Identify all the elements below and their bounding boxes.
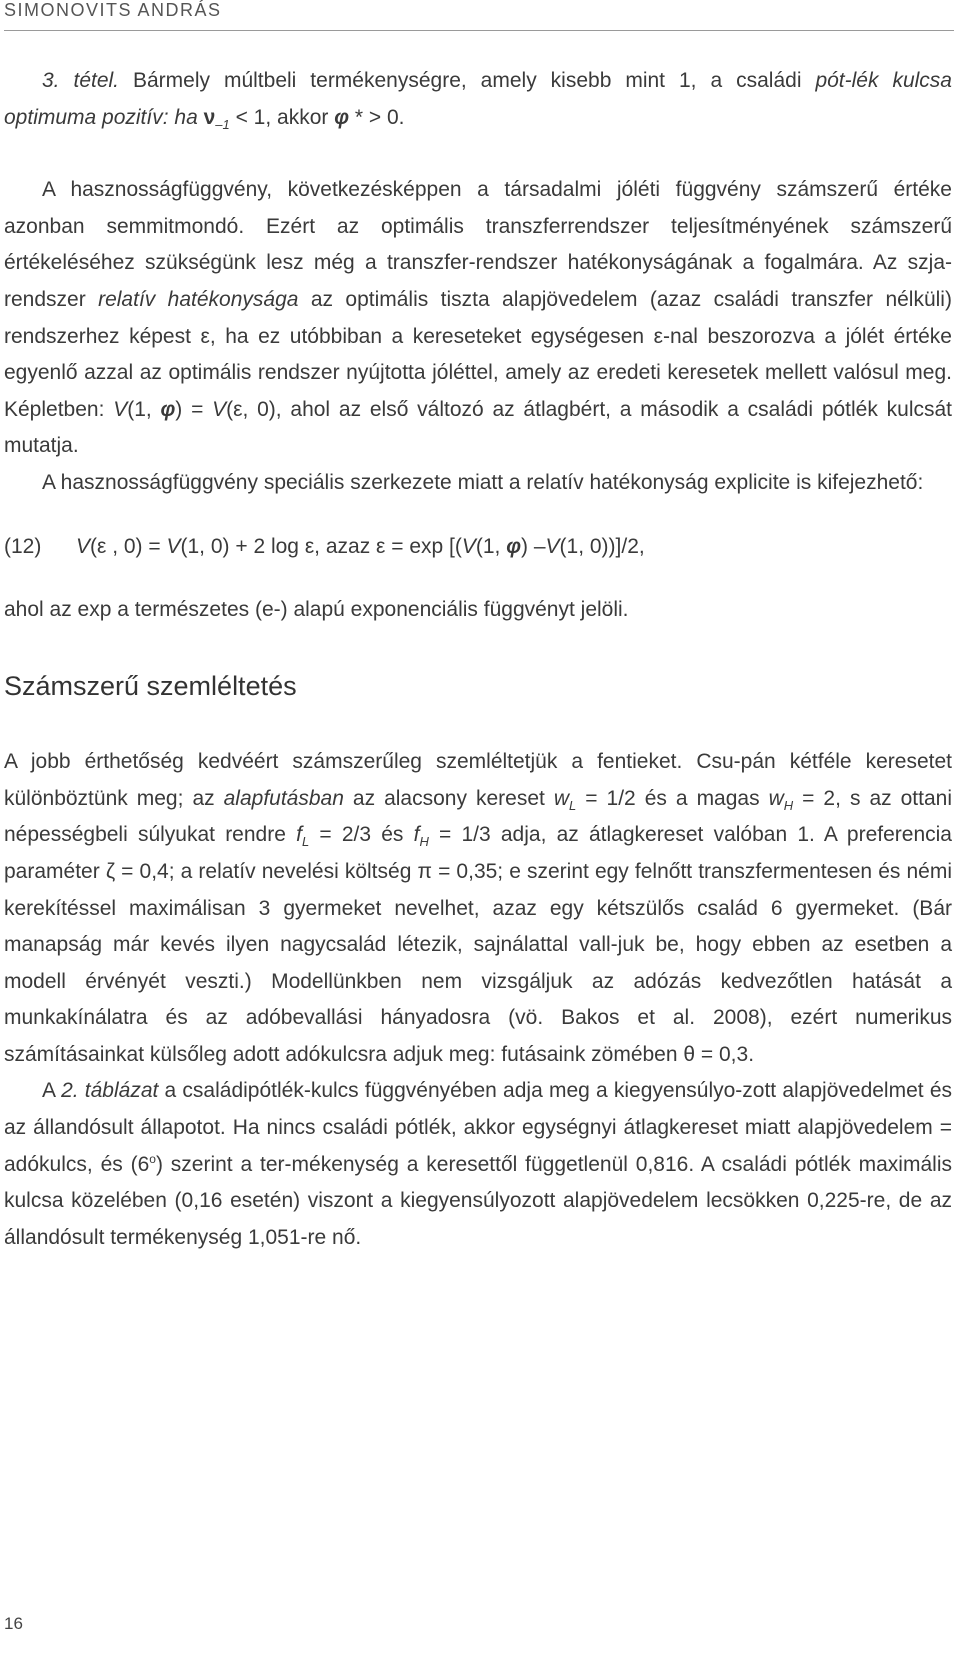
theorem-text: * > 0. <box>349 105 405 129</box>
text-run: = 2/3 és <box>309 823 414 847</box>
theta-symbol: θ <box>683 1042 696 1066</box>
page-body <box>4 63 952 1256</box>
subscript: H <box>419 834 429 850</box>
theorem-text: < 1, akkor <box>229 105 335 129</box>
paragraph-efficiency <box>4 172 952 465</box>
paragraph-exp-note: ahol az exp a természetes (e-) alapú exponenciális függvényt jelöli. <box>4 597 629 621</box>
equation-text: (ε , 0) = <box>90 534 167 558</box>
text-run: , ha ez utóbbiban a kereseteket egységesen <box>209 324 654 348</box>
nu-subscript: –1 <box>215 116 230 132</box>
text-run: a családipótlék-kulcs függvényében adja meg a kiegyensúlyo-zott alapjövedelmet és az állandósult állapotot. Ha nincs családi pótlék, akkor egységnyi átlagkereset miatt alapjövedelem = adókulcs, és (6 <box>4 1079 952 1176</box>
subscript: H <box>783 797 794 813</box>
zeta-symbol: ζ <box>105 859 116 883</box>
variable-w: w <box>768 786 784 810</box>
subscript: L <box>301 834 310 850</box>
subscript: L <box>569 797 577 813</box>
text-run: (1, <box>127 397 161 421</box>
epsilon-symbol: ε <box>200 324 210 348</box>
function-v: V <box>113 397 128 421</box>
equation-text: (1, <box>475 534 507 558</box>
text-run: A hasznosságfüggvény, következésképpen a társadalmi jóléti függvény számszerű értéke azonban semmitmondó. Ezért az optimális transzferrendszer teljesítményének számszerű értékeléséhez szükségünk lesz még a transzfer-rendszer hatékonyságának a fogalmára. Az szja-rendszer <box>4 178 952 311</box>
phi-symbol: φ <box>160 397 176 421</box>
paragraph-explicit: A hasznosságfüggvény speciális szerkezete miatt a relatív hatékonyság explicite is kifejezhető: <box>42 470 924 494</box>
text-run: A <box>42 1079 62 1103</box>
text-run: -nal beszorozva a jólét értéke egyenlő azzal az optimális rendszer nyújtotta jóléttel, amely az eredeti keresetek mellett valósul meg. Képletben: <box>4 324 952 421</box>
text-run: = 0,4; a relatív nevelési költség <box>115 859 418 883</box>
italic-term: relatív hatékonysága <box>98 287 299 311</box>
running-header <box>4 0 954 31</box>
function-v: V <box>545 534 560 558</box>
phi-symbol: φ <box>334 105 349 129</box>
text-run: ) = <box>175 397 213 421</box>
equation-text: (1, 0) + 2 log ε, azaz ε = exp [( <box>180 534 462 558</box>
nu-symbol: ν <box>203 105 216 129</box>
function-v: V <box>166 534 181 558</box>
equation-text: ) – <box>521 534 546 558</box>
theorem-italic: pót-lék kulcsa optimuma pozitív: ha <box>4 69 952 129</box>
function-v: V <box>76 534 91 558</box>
epsilon-symbol: ε <box>653 324 663 348</box>
theorem-label: 3. tétel. <box>42 69 120 92</box>
text-run: ) szerint a ter-mékenység a keresettől függetlenül 0,816. A családi pótlék maximális kulcsa közelében (0,16 esetén) viszont a kiegyensúlyozott alapjövedelem lecsökken 0,225-re, de az állandósult termékenység 1,051-re nő. <box>4 1152 952 1249</box>
text-run: = 0,35; e szerint egy felnőtt transzfermentesen és némi kerekítéssel maximálisan 3 gyermeket nevelhet, azaz egy kétszülős család 6 gyermeket. (Bár manapság már kevés ilyen nagycsalád létezik, sajnálattal vall-juk be, hogy ebben az esetben a modell érvényét veszti.) Modellünkben nem vizsgáljuk az adózás kedvezőtlen hatását a munkakínálatra és az adóbevallási hányadosra (vö. Bakos et al. 2008), ezért numerikus számításainkat külsőleg adott adókulcsra adjuk meg: futásaink zömében <box>4 859 952 1066</box>
paragraph-illustration <box>4 744 952 1073</box>
equation-12 <box>4 529 952 565</box>
text-run: = 2, s az ottani népességbeli súlyukat rendre <box>4 786 953 847</box>
function-v: V <box>212 397 227 421</box>
variable-f: f <box>296 823 302 847</box>
pi-symbol: π <box>417 859 432 883</box>
text-run: az alacsony kereset <box>343 786 554 810</box>
text-run: = 1/2 és a magas <box>576 786 769 810</box>
text-run: (ε, 0), ahol az első változó az átlagbért, a második a családi pótlék kulcsát mutatja. <box>4 397 952 458</box>
phi-symbol: φ <box>506 534 521 558</box>
text-run: A jobb érthetőség kedvéért számszerűleg szemléltetjük a fentieket. Csu-pán kétféle keresetet különböztünk meg; az <box>4 750 952 810</box>
theorem-text: Bármely múltbeli termékenységre, amely kisebb mint 1, a családi <box>119 69 816 92</box>
equation-text: (1, 0))]/2, <box>559 534 645 558</box>
page-number: 16 <box>4 1614 23 1633</box>
variable-f: f <box>413 823 420 847</box>
italic-term: alapfutásban <box>223 786 344 810</box>
text-run: az optimális tiszta alapjövedelem (azaz családi transzfer nélküli) rendszerhez képest <box>4 287 952 348</box>
superscript: o <box>149 1151 156 1166</box>
variable-w: w <box>553 786 570 810</box>
equation-number: (12) <box>4 534 42 558</box>
text-run: = 0,3. <box>695 1042 755 1066</box>
theorem-paragraph <box>4 63 952 136</box>
function-v: V <box>461 534 476 558</box>
text-run: = 1/3 adja, az átlagkereset valóban 1. A preferencia paraméter <box>4 823 952 883</box>
paragraph-table-ref <box>4 1073 952 1256</box>
running-title: SIMONOVITS ANDRÁS <box>4 0 222 20</box>
section-heading: Számszerű szemléltetés <box>4 671 297 702</box>
table-reference: 2. táblázat <box>61 1079 159 1103</box>
